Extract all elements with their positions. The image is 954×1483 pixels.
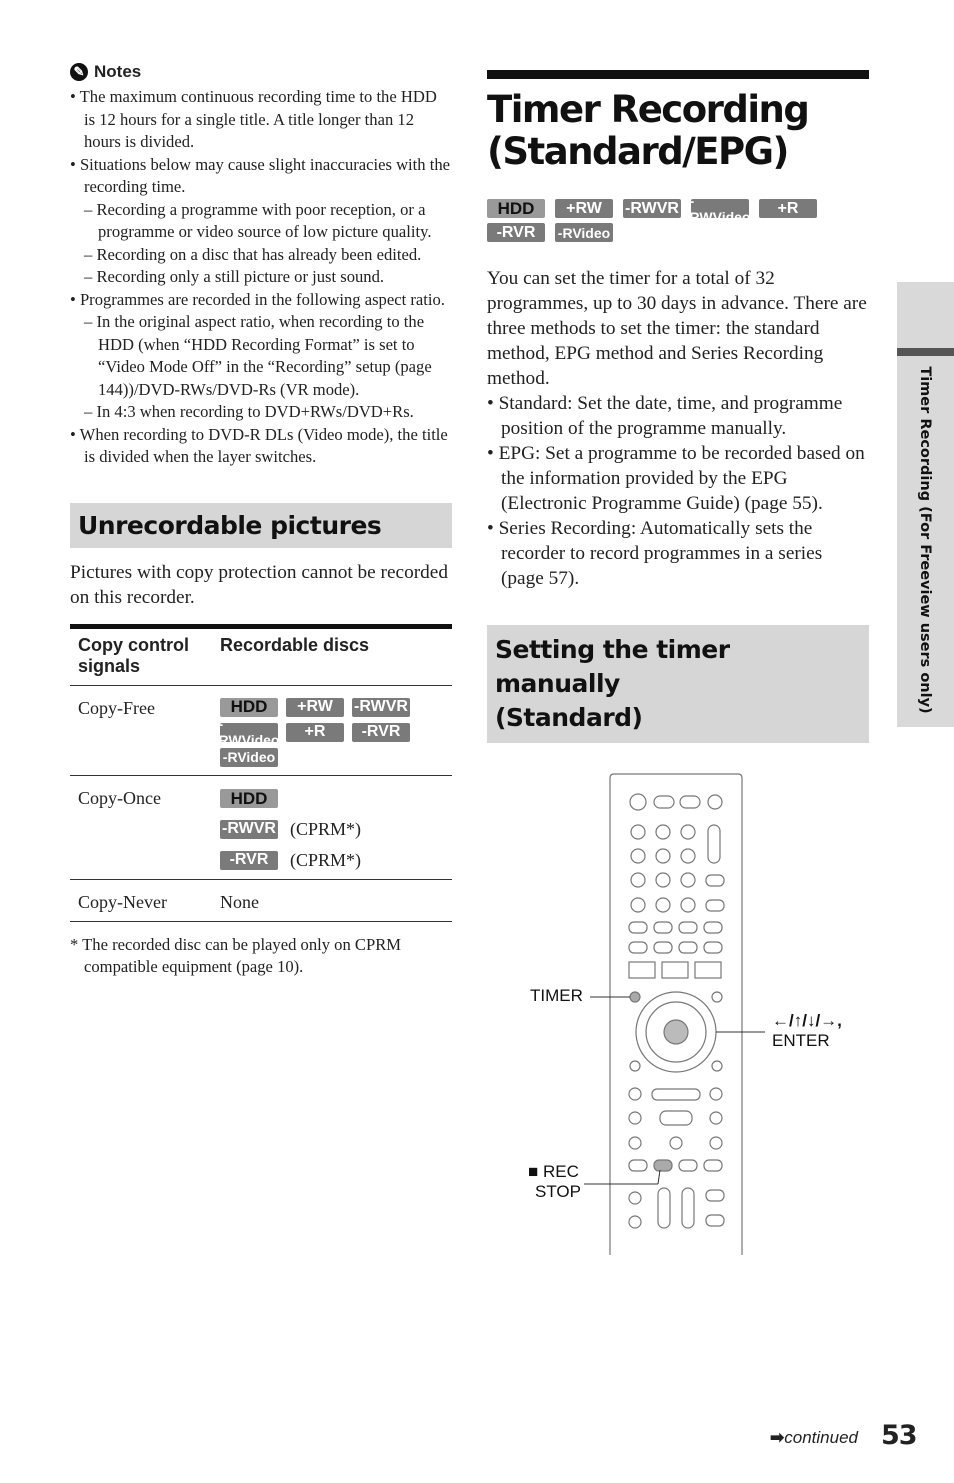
disc-badge: -RVideo [220, 748, 278, 767]
method-item: • EPG: Set a programme to be recorded based on the information provided by the EPG (Electronic Programme Guide) (page 55). [487, 443, 865, 514]
cprm-note: (CPRM*) [290, 818, 362, 839]
table-row [70, 879, 452, 921]
discs-cell [212, 775, 452, 879]
table-row [70, 775, 452, 879]
note-item: • When recording to DVD-R DLs (Video mode), the title is divided when the layer switches. [70, 424, 448, 466]
notes-list [70, 86, 452, 469]
signal-cell: Copy-Once [70, 775, 212, 879]
left-column [70, 62, 452, 979]
rec-stop-label: ■ REC [528, 1162, 579, 1181]
continued-note [770, 1428, 858, 1448]
col-header-discs: Recordable discs [212, 626, 452, 685]
side-tab-marker [897, 348, 954, 356]
disc-badge: HDD [220, 789, 278, 808]
timer-methods [487, 391, 869, 591]
setting-timer-heading [487, 625, 869, 743]
continued-text: continued [784, 1428, 858, 1447]
timer-disc-badges [487, 192, 847, 242]
page-number: 53 [881, 1420, 917, 1451]
note-item: • The maximum continuous recording time to the HDD is 12 hours for a single title. A title longer than 12 hours is divided. [70, 87, 437, 151]
disc-badge: -RWVideo [218, 716, 280, 748]
notes-heading [70, 62, 452, 82]
disc-badge: +RW [555, 199, 613, 218]
signal-cell: Copy-Free [70, 685, 212, 775]
arrow-right-icon: ➡ [770, 1428, 785, 1447]
title-line: (Standard/EPG) [487, 130, 788, 173]
col-header-signals: Copy control signals [70, 626, 212, 685]
note-subitem: – Recording on a disc that has already been edited. [84, 244, 422, 264]
heading-line: (Standard) [495, 703, 643, 732]
disc-badge: HDD [220, 698, 278, 717]
right-column [487, 70, 869, 743]
note-subitem: – Recording only a still picture or just sound. [84, 267, 385, 286]
method-item: • Standard: Set the date, time, and programme position of the programme manually. [487, 393, 843, 439]
footnote: * The recorded disc can be played only on CPRM compatible equipment (page 10). [70, 934, 402, 976]
badge-line [220, 850, 444, 871]
discs-cell: None [212, 879, 452, 921]
badge-line [220, 819, 444, 840]
disc-badge: -RWVR [623, 199, 681, 218]
unrecordable-intro: Pictures with copy protection cannot be recorded on this recorder. [70, 561, 448, 608]
cprm-note: (CPRM*) [290, 849, 362, 870]
discs-cell [212, 685, 452, 775]
timer-button-label: TIMER [530, 986, 583, 1005]
disc-badge: +R [759, 199, 817, 218]
disc-badge: HDD [487, 199, 545, 218]
disc-badge: +R [286, 723, 344, 742]
note-subitem: – In the original aspect ratio, when recording to the HDD (when “HDD Recording Format” is set to “Video Mode Off” in the “Recording” setup (page 144))/DVD-RWs/DVD-Rs (VR mode). [84, 312, 432, 399]
title-line: Timer Recording [487, 88, 809, 131]
table-header-row [70, 626, 452, 685]
signal-cell: Copy-Never [70, 879, 212, 921]
disc-badge: -RVR [487, 223, 545, 242]
side-tab-label: Timer Recording (For Freeview users only) [917, 366, 933, 714]
disc-badges [220, 698, 430, 767]
disc-badge: -RVR [352, 723, 410, 742]
table-row [70, 685, 452, 775]
arrows-label: ←/↑/↓/→, [772, 1011, 842, 1030]
disc-badge: -RVideo [555, 223, 613, 242]
disc-badge: -RVR [220, 851, 278, 870]
note-subitem: – In 4:3 when recording to DVD+RWs/DVD+Rs. [84, 402, 414, 421]
enter-label: ENTER [772, 1031, 830, 1050]
disc-badge: -RWVR [220, 820, 278, 839]
rec-stop-label: STOP [535, 1182, 581, 1201]
note-item: • Programmes are recorded in the following aspect ratio. [70, 289, 445, 309]
disc-badge: -RWVR [352, 698, 410, 717]
disc-badge: -RWVideo [689, 192, 751, 225]
method-item: • Series Recording: Automatically sets the recorder to record programmes in a series (page 57). [487, 518, 823, 589]
heading-line: Setting the timer manually [495, 635, 730, 698]
notes-heading-text: Notes [94, 62, 142, 81]
page-title [487, 70, 869, 173]
note-icon: ✎ [70, 63, 88, 81]
note-subitem: – Recording a programme with poor reception, or a programme or video source of low picture quality. [84, 199, 432, 241]
copy-control-table [70, 624, 452, 922]
unrecordable-heading: Unrecordable pictures [70, 503, 452, 548]
timer-intro: You can set the timer for a total of 32 programmes, up to 30 days in advance. There are three methods to set the timer: the standard method, EPG method and Series Recording method. [487, 268, 867, 389]
note-item: • Situations below may cause slight inaccuracies with the recording time. [70, 154, 450, 196]
disc-badge: +RW [286, 698, 344, 717]
